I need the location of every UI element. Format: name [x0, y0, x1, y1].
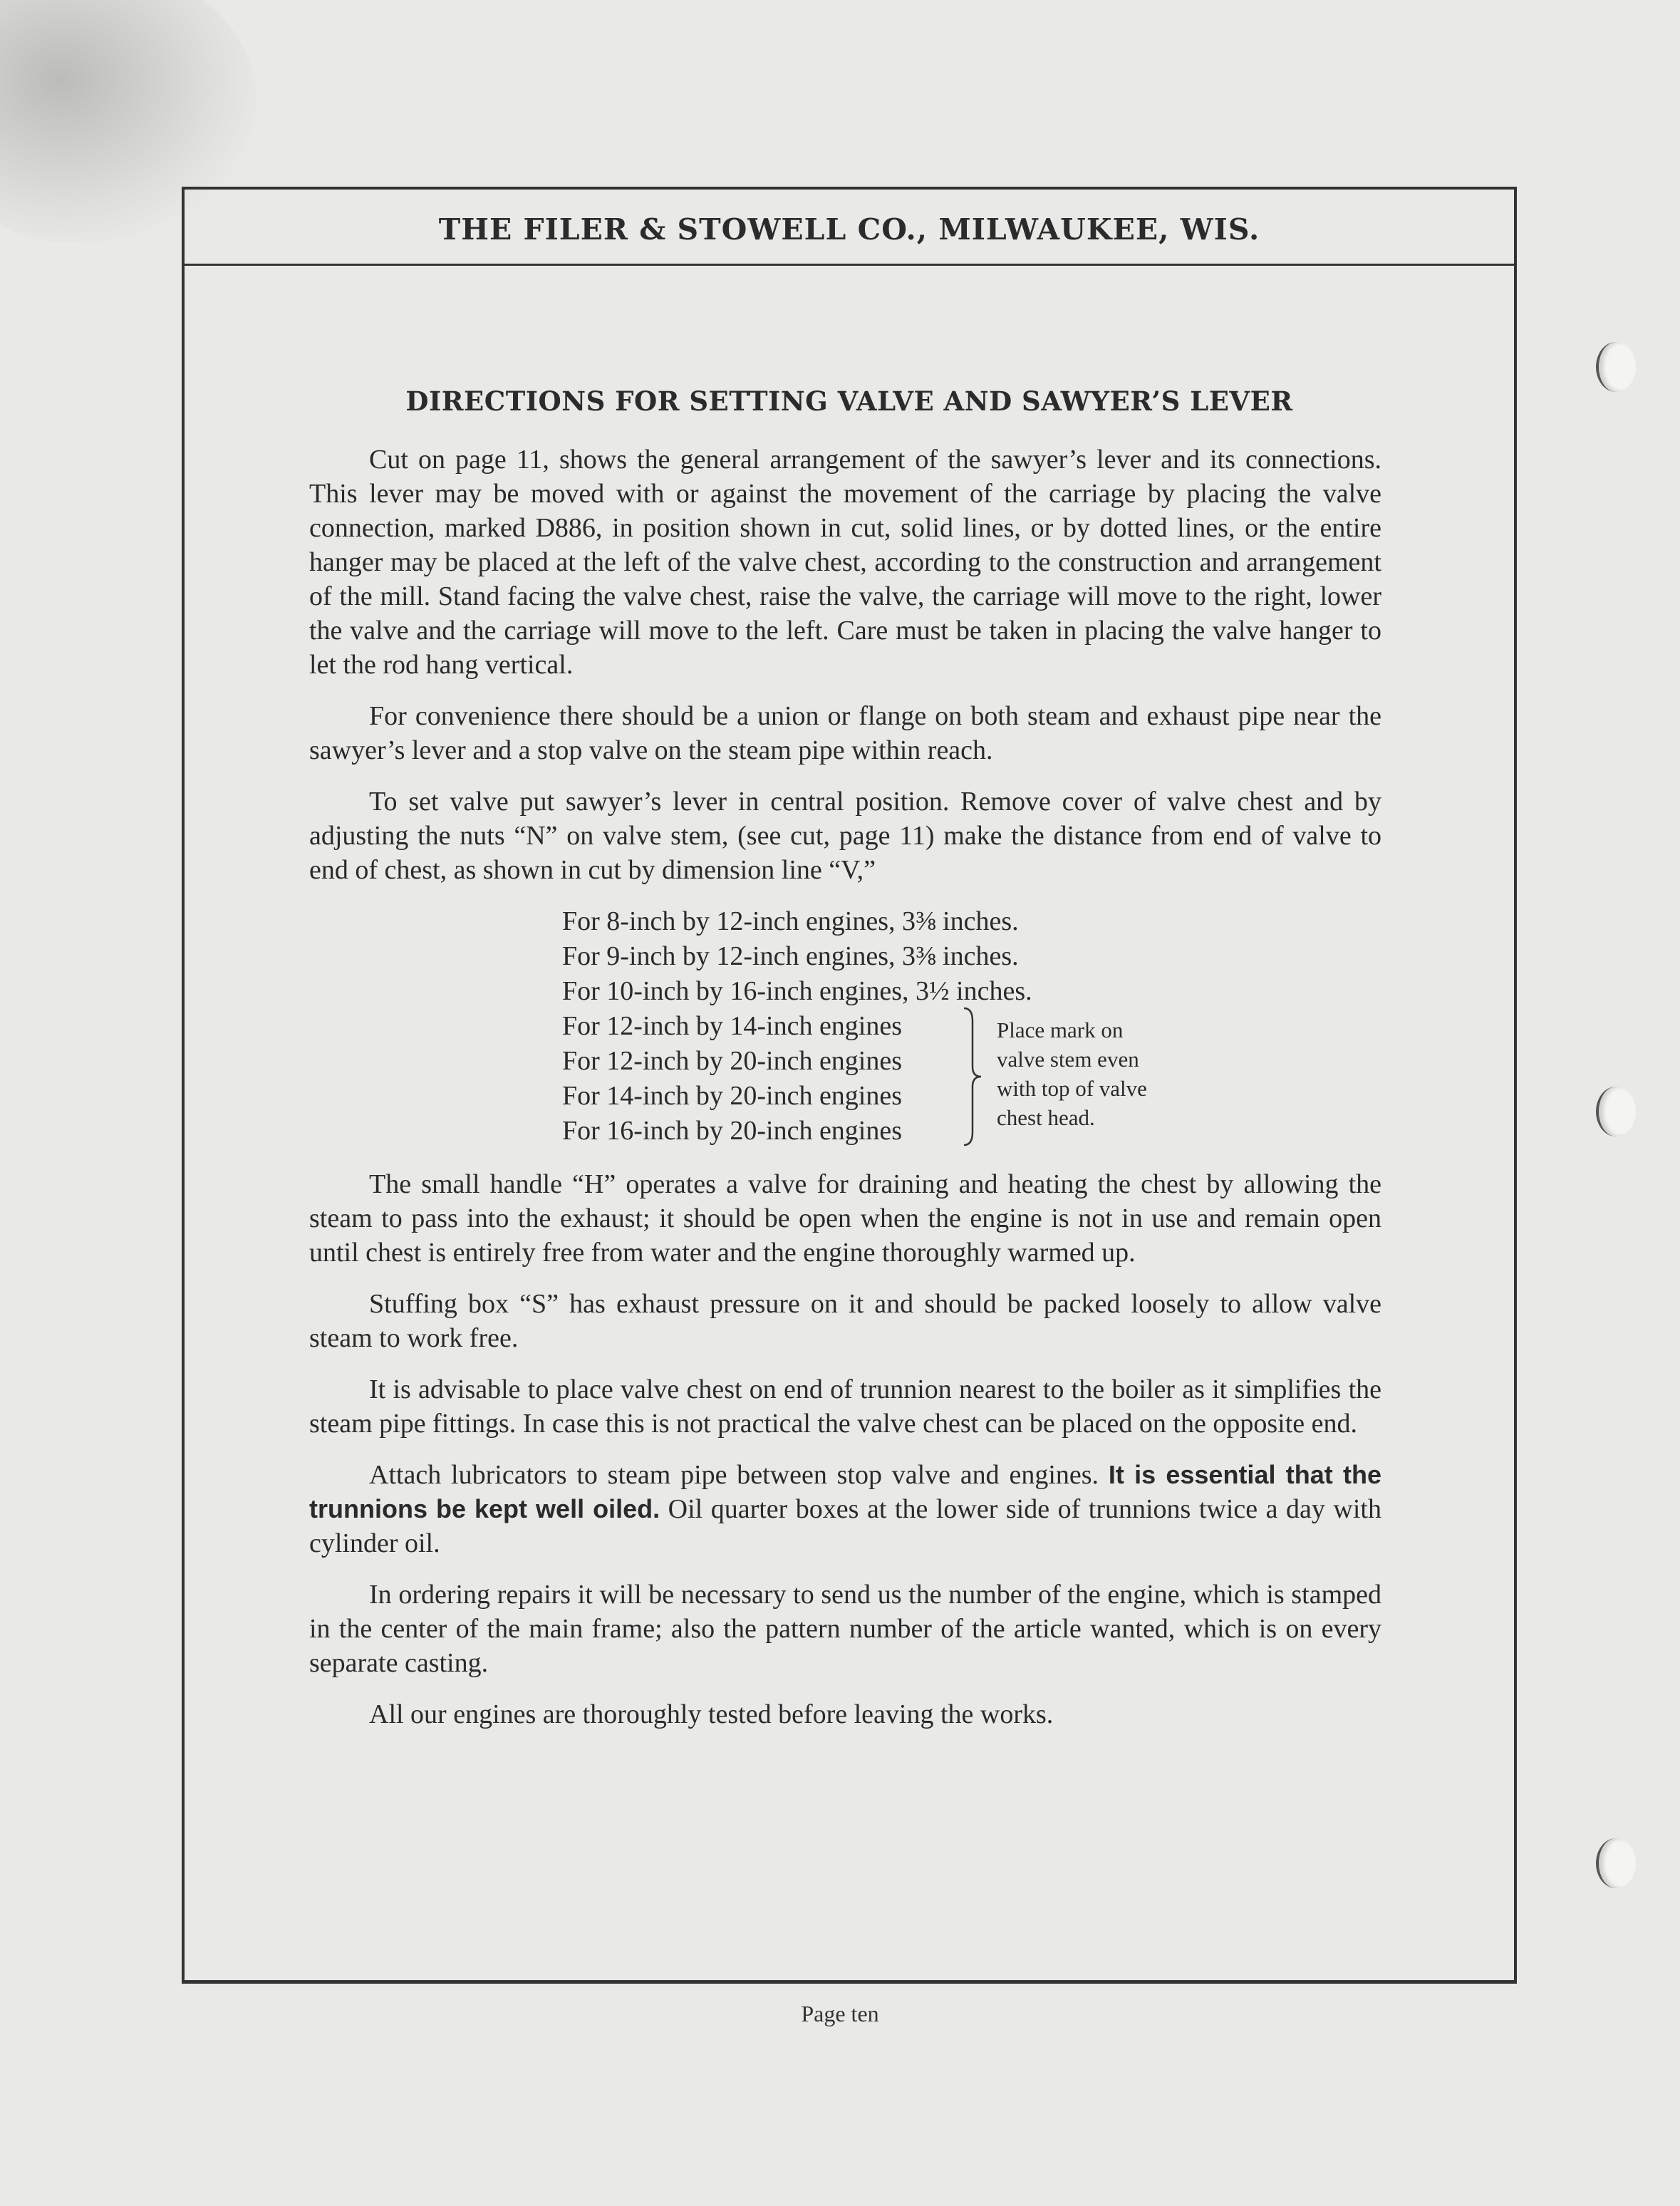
- note-line: valve stem even: [997, 1047, 1139, 1072]
- spec-row: For 8-inch by 12-inch engines, 3⅜ inches.: [562, 906, 1019, 936]
- spec-row: For 9-inch by 12-inch engines, 3⅜ inches.: [562, 941, 1019, 971]
- valve-mark-note: [997, 1015, 1147, 1132]
- spec-row: For 14-inch by 20-inch engines: [562, 1081, 903, 1111]
- spec-row: For 12-inch by 14-inch engines: [562, 1011, 903, 1041]
- page-title: DIRECTIONS FOR SETTING VALVE AND SAWYER’S LEVER: [405, 385, 1293, 417]
- paragraph-set-valve: To set valve put sawyer’s lever in central position. Remove cover of valve chest and by adjusting the nuts “N” on valve stem, (see cut, page 11) make the distance from end of valve to end of chest, as shown in cut by dimension line “V,”: [309, 787, 1381, 885]
- oil-instructions: Oil quarter boxes at the lower side of trunnions twice a day with cylinder oil.: [309, 1494, 1381, 1558]
- note-line: chest head.: [997, 1105, 1095, 1130]
- binder-hole-top: [1596, 342, 1636, 392]
- paragraph-small-handle: The small handle “H” operates a valve for draining and heating the chest by allowing the steam to pass into the exhaust; it should be open when the engine is not in use and remain open until chest is entirely free from water and the engine thoroughly warmed up.: [309, 1169, 1381, 1268]
- spec-row: For 16-inch by 20-inch engines: [562, 1116, 903, 1146]
- page-frame: [182, 187, 1517, 1984]
- body-text: [309, 442, 1381, 1749]
- paragraph-lever-arrangement: Cut on page 11, shows the general arrangement of the sawyer’s lever and its connections. This lever may be moved with or against the movement of the carriage by placing the valve connection, marked D886, in position shown in cut, solid lines, or by dotted lines, or the entire hanger may be placed at the left of the valve chest, according to the construction and arrangement of the mill. Stand facing the valve chest, raise the valve, the carriage will move to the right, lower the valve and the carriage will move to the left. Care must be taken in placing the valve hanger to let the rod hang vertical.: [309, 445, 1381, 680]
- trunnions-warning: It is essential that the trunnions be kept well oiled.: [309, 1460, 1381, 1523]
- header-rule: [185, 264, 1514, 266]
- binder-hole-bottom: [1596, 1838, 1636, 1888]
- company-header: THE FILER & STOWELL CO., MILWAUKEE, WIS.: [438, 212, 1260, 247]
- binder-hole-middle: [1596, 1087, 1636, 1136]
- lubricators-text: Attach lubricators to steam pipe between stop valve and engines.: [369, 1460, 1109, 1490]
- curly-brace: [963, 1007, 982, 1146]
- engine-spec-list: [562, 904, 1381, 1150]
- paragraph-stuffing-box: Stuffing box “S” has exhaust pressure on it and should be packed loosely to allow valve steam to work free.: [309, 1289, 1381, 1353]
- paragraph-valve-chest-placement: It is advisable to place valve chest on end of trunnion nearest to the boiler as it simplifies the steam pipe fittings. In case this is not practical the valve chest can be placed on the opposite end.: [309, 1374, 1381, 1439]
- paragraph-ordering-repairs: In ordering repairs it will be necessary to send us the number of the engine, which is stamped in the center of the main frame; also the pattern number of the article wanted, which is on every separate casting.: [309, 1580, 1381, 1678]
- note-line: Place mark on: [997, 1017, 1124, 1042]
- page-number: Page ten: [801, 2001, 879, 2026]
- note-line: with top of valve: [997, 1076, 1147, 1101]
- paragraph-testing: All our engines are thoroughly tested before leaving the works.: [369, 1699, 1054, 1729]
- spec-row: For 10-inch by 16-inch engines, 3½ inches.: [562, 976, 1032, 1006]
- spec-row: For 12-inch by 20-inch engines: [562, 1046, 903, 1076]
- paragraph-convenience: For convenience there should be a union or flange on both steam and exhaust pipe near the sawyer’s lever and a stop valve on the steam pipe within reach.: [309, 701, 1381, 765]
- paragraph-lubricators: [309, 1458, 1381, 1560]
